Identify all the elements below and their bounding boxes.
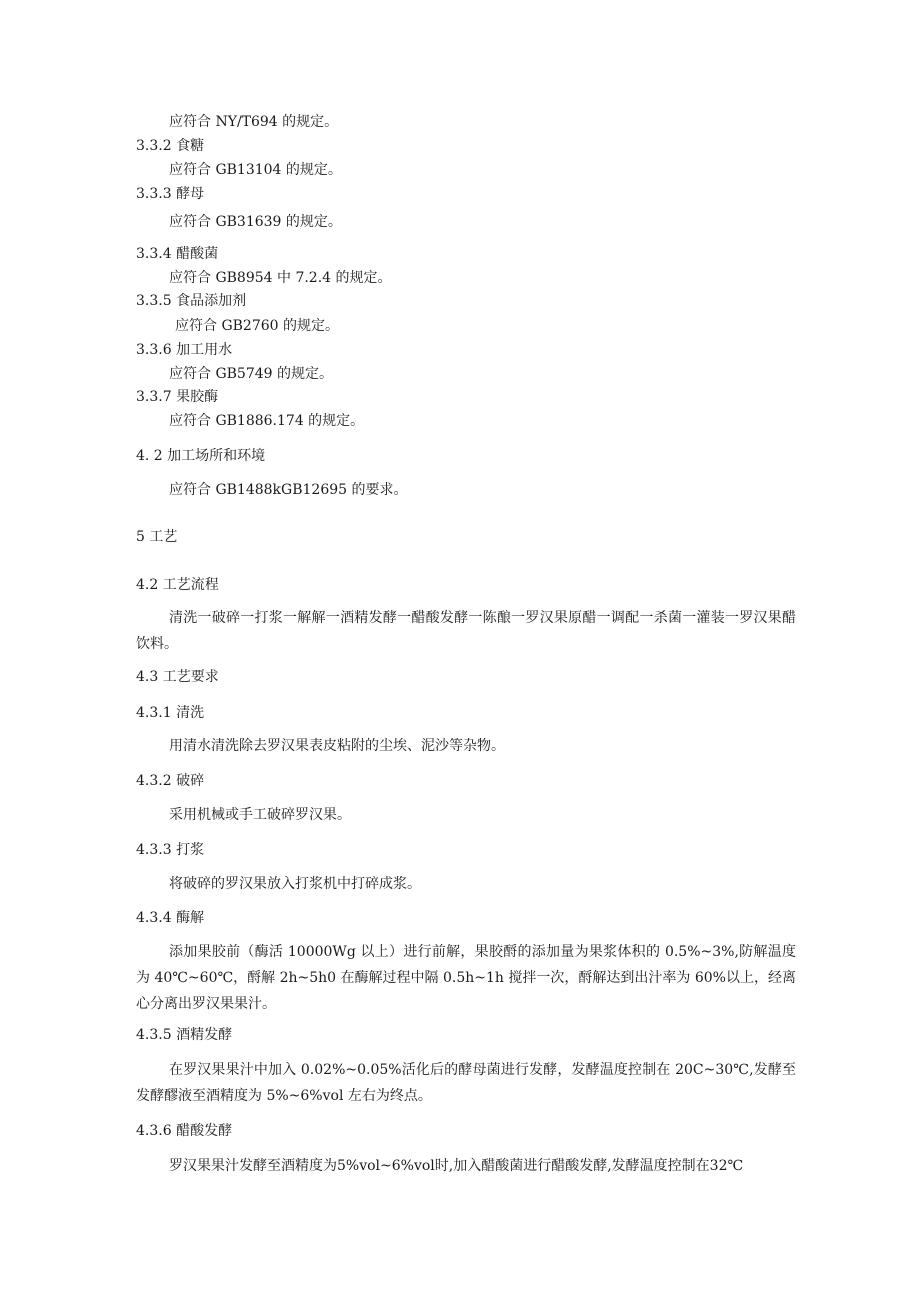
body-text: 采用机械或手工破碎罗汉果。 — [169, 807, 351, 823]
body-text: 罗汉果果汁发酵至酒精度为5%vol~6%vol时,加入醋酸菌进行醋酸发酵,发酵温度控制在32℃ — [169, 1158, 744, 1174]
section-heading: 3.3.5 食品添加剂 — [136, 293, 247, 309]
section-heading: 4.3.1 清洗 — [136, 705, 205, 721]
requirement-text: 应符合 NY/T694 的规定。 — [169, 114, 339, 130]
section-heading: 3.3.6 加工用水 — [136, 342, 233, 358]
section-heading: 4.2 工艺流程 — [136, 577, 219, 593]
enzymolysis-paragraph: 添加果胶前（酶活 10000Wg 以上）进行前解，果胶酹的添加量为果浆体积的 0.5%~3%,防解温度为 40℃~60℃，酹解 2h~5h0 在酶解过程中隔 0.5h~1h 搅拌一次，酹解达到出汁率为 60%以上，经离心分离出罗汉果果汁。 — [136, 944, 796, 1012]
section-heading: 3.3.7 果胶酶 — [136, 389, 219, 405]
section-heading: 3.3.4 醋酸菌 — [136, 246, 219, 262]
alcohol-fermentation-paragraph: 在罗汉果果汁中加入 0.02%~0.05%活化后的酵母菌进行发酵，发酵温度控制在 20C~30℃,发酵至发酵醪液至酒精度为 5%~6%vol 左右为终点。 — [136, 1062, 796, 1104]
requirement-text: 应符合 GB5749 的规定。 — [169, 366, 334, 382]
requirement-text: 应符合 GB8954 中 7.2.4 的规定。 — [169, 270, 392, 286]
section-heading: 4.3.2 破碎 — [136, 773, 205, 789]
requirement-text: 应符合 GB2760 的规定。 — [175, 318, 340, 334]
section-heading: 4.3.6 醋酸发酵 — [136, 1123, 233, 1139]
requirement-text: 应符合 GB1488kGB12695 的要求。 — [169, 482, 408, 498]
section-heading: 4. 2 加工场所和环境 — [136, 448, 266, 464]
section-heading: 4.3.3 打浆 — [136, 842, 205, 858]
chapter-heading: 5 工艺 — [136, 529, 178, 545]
body-text: 将破碎的罗汉果放入打浆机中打碎成浆。 — [169, 876, 421, 892]
section-heading: 3.3.3 酵母 — [136, 186, 205, 202]
section-heading: 4.3 工艺要求 — [136, 669, 219, 685]
process-flow-paragraph: 清洗一破碎一打浆一解解一酒精发酵一醋酸发酵一陈酿一罗汉果原醋一调配一杀菌一灌装一罗汉果醋饮料。 — [136, 610, 796, 652]
requirement-text: 应符合 GB13104 的规定。 — [169, 162, 342, 178]
requirement-text: 应符合 GB1886.174 的规定。 — [169, 413, 365, 429]
section-heading: 4.3.5 酒精发酵 — [136, 1027, 233, 1043]
body-text: 用清水清洗除去罗汉果表皮粘附的尘埃、泥沙等杂物。 — [169, 738, 505, 754]
section-heading: 4.3.4 酶解 — [136, 910, 205, 926]
section-heading: 3.3.2 食糖 — [136, 138, 205, 154]
requirement-text: 应符合 GB31639 的规定。 — [169, 214, 342, 230]
